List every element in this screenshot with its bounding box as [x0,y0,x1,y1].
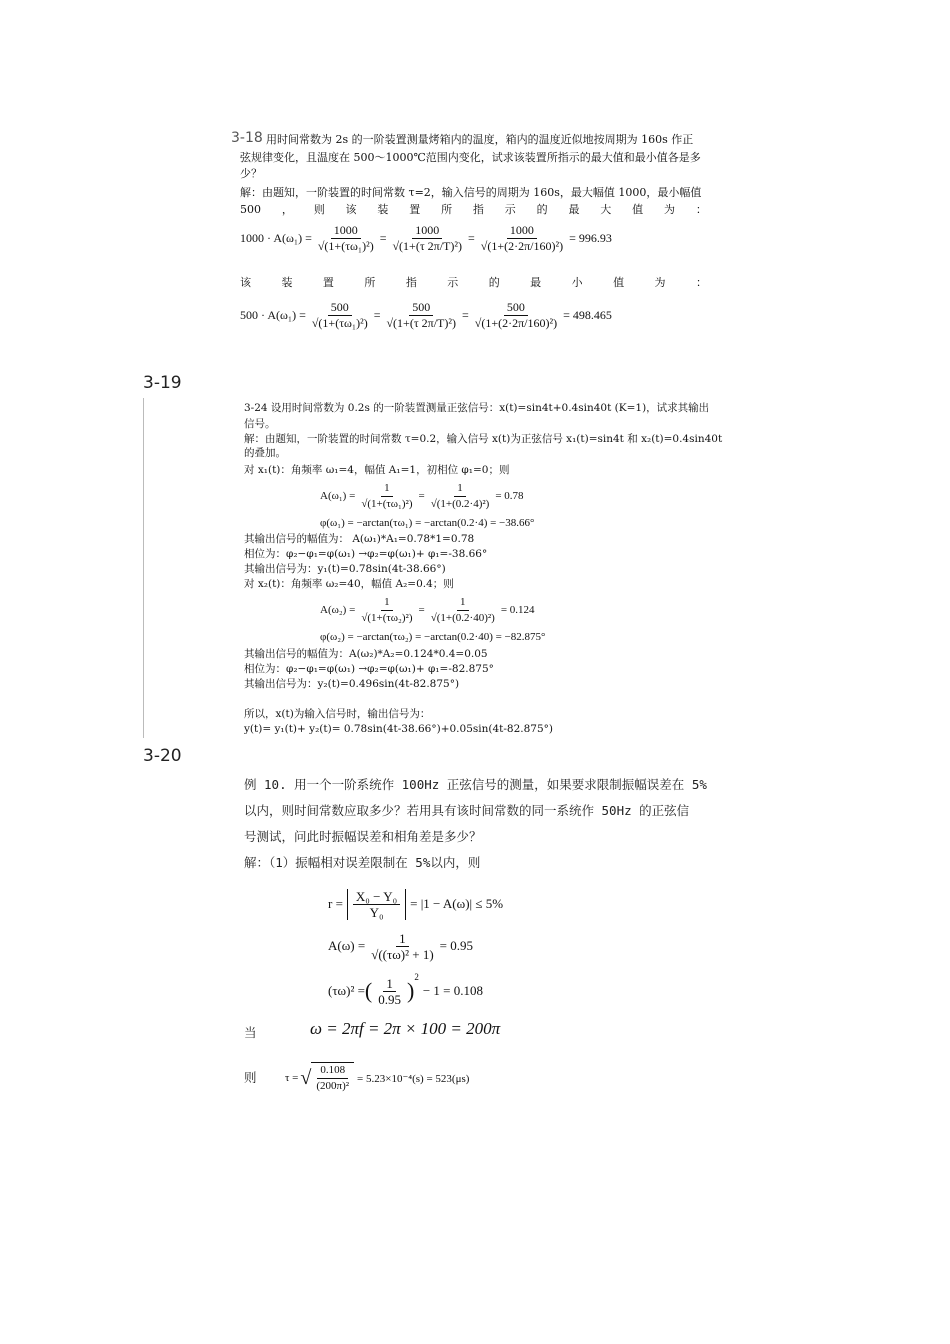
solution-line: 其输出信号的幅值为：A(ω₂)*A₂=0.124*0.4=0.05 [244,648,488,660]
problem-number: 3-18 [231,130,263,146]
solution-line: 对 x₂(t)：角频率 ω₂=40，幅值 A₂=0.4；则 [244,578,454,590]
margin-rule [143,398,144,738]
question-line: 信号。 [244,418,276,430]
solution-line: 解：由题知，一阶装置的时间常数 τ=0.2，输入信号 x(t)为正弦信号 x₁(t)=sin4t 和 x₂(t)=0.4sin40t [244,433,723,445]
equation-omega: ω = 2πf = 2π × 100 = 200π [310,1019,501,1038]
solution-line: 解：（1）振幅相对误差限制在 5%以内，则 [244,855,481,870]
question-line: 弦规律变化，且温度在 500～1000℃范围内变化，试求该装置所指示的最大值和最小值各是多 [240,151,701,164]
question-line: 3-24 设用时间常数为 0.2s 的一阶装置测量正弦信号：x(t)=sin4t+0.4sin40t (K=1)，试求其输出 [244,402,710,414]
question-line: 例 10. 用一个一阶系统作 100Hz 正弦信号的测量，如果要求限制振幅误差在 5% [244,777,707,792]
solution-line: 其输出信号的幅值为： A(ω₁)*A₁=0.78*1=0.78 [244,533,475,545]
equation-r: r = $\frac{\text{X₀ − Y₀}}{\text{Y₀}}$ = |1 − A(ω)| ≤ 5% [328,888,504,920]
question-line: 少？ [240,167,262,180]
section-label-3-20: 3-20 [143,746,182,766]
equation-phi-w2: φ(ω₂) = −arctan(τω₂) = −arctan(0.2·40) = −82.875° [320,631,546,643]
equation-A-w: A(ω) = $\frac{1}{\text{√((τω)² + 1)}}$ = 0.95 [328,930,473,962]
when-label: 当 [244,1025,257,1040]
solution-line: 对 x₁(t)：角频率 ω₁=4，幅值 A₁=1，初相位 φ₁=0；则 [244,464,510,476]
solution-line: 所以，x(t)为输入信号时，输出信号为： [244,708,431,720]
question-line: 用时间常数为 2s 的一阶装置测量烤箱内的温度，箱内的温度近似地按周期为 160s 作正 [266,133,694,146]
question-line: 以内，则时间常数应取多少？若用具有该时间常数的同一系统作 50Hz 的正弦信 [244,803,690,818]
solution-line: 其输出信号为：y₂(t)=0.496sin(4t-82.875°) [244,678,460,690]
equation-tau: τ = √ $\frac{0.108}{\text{(200π)²}}$ = 5.23×10⁻⁴(s) = 523(μs) [285,1064,470,1092]
question-line: 号测试，问此时振幅误差和相角差是多少？ [244,829,482,844]
equation-max: 1000 · A(ω₁) = $\frac{1000}{\text{√(1+(τω₁)²)}}$ = $\frac{1000}{\text{√(1+(τ 2π/T)²)}}$ = $\frac{1000}{\text{√(1+(2·2π/160)²)}}$ = 996.93 [240,222,612,253]
solution-line: 相位为：φ₂−φ₁=φ(ω₁) →φ₂=φ(ω₁)+ φ₁=-82.875° [244,663,494,675]
section-label-3-19: 3-19 [143,373,182,393]
equation-phi-w1: φ(ω₁) = −arctan(τω₁) = −arctan(0.2·4) = −38.66° [320,517,535,529]
solution-line: y(t)= y₁(t)+ y₂(t)= 0.78sin(4t-38.66°)+0.05sin(4t-82.875°) [244,723,554,735]
solution-line-justified: 500 ， 则 该 装 置 所 指 示 的 最 大 值 为 ： [240,203,707,216]
equation-min: 500 · A(ω₁) = $\frac{500}{\text{√(1+(τω₁)²)}}$ = $\frac{500}{\text{√(1+(τ 2π/T)²)}}$ = $\frac{500}{\text{√(1+(2·2π/160)²)}}$ = 498.465 [240,299,612,330]
equation-A-w2: A(ω₂) = $\frac{1}{\text{√(1+(τω₂)²)}}$ = $\frac{1}{\text{√(1+(0.2·40)²)}}$ = 0.124 [320,595,535,624]
solution-line: 相位为：φ₂−φ₁=φ(ω₁) →φ₂=φ(ω₁)+ φ₁=-38.66° [244,548,488,560]
solution-line: 的叠加。 [244,447,286,459]
equation-tau-w: (τω)² = ( $\frac{1}{0.95}$ ) $^2$ − 1 = 0.108 [328,972,483,1007]
equation-A-w1: A(ω₁) = $\frac{1}{\text{√(1+(τω₁)²)}}$ = $\frac{1}{\text{√(1+(0.2·4)²)}}$ = 0.78 [320,481,524,510]
then-label: 则 [244,1070,257,1085]
solution-line: 解：由题知，一阶装置的时间常数 τ=2，输入信号的周期为 160s，最大幅值 1000，最小幅值 [240,186,702,199]
solution-line-justified: 该 装 置 所 指 示 的 最 小 值 为 ： [240,276,707,289]
solution-line: 其输出信号为：y₁(t)=0.78sin(4t-38.66°) [244,563,446,575]
